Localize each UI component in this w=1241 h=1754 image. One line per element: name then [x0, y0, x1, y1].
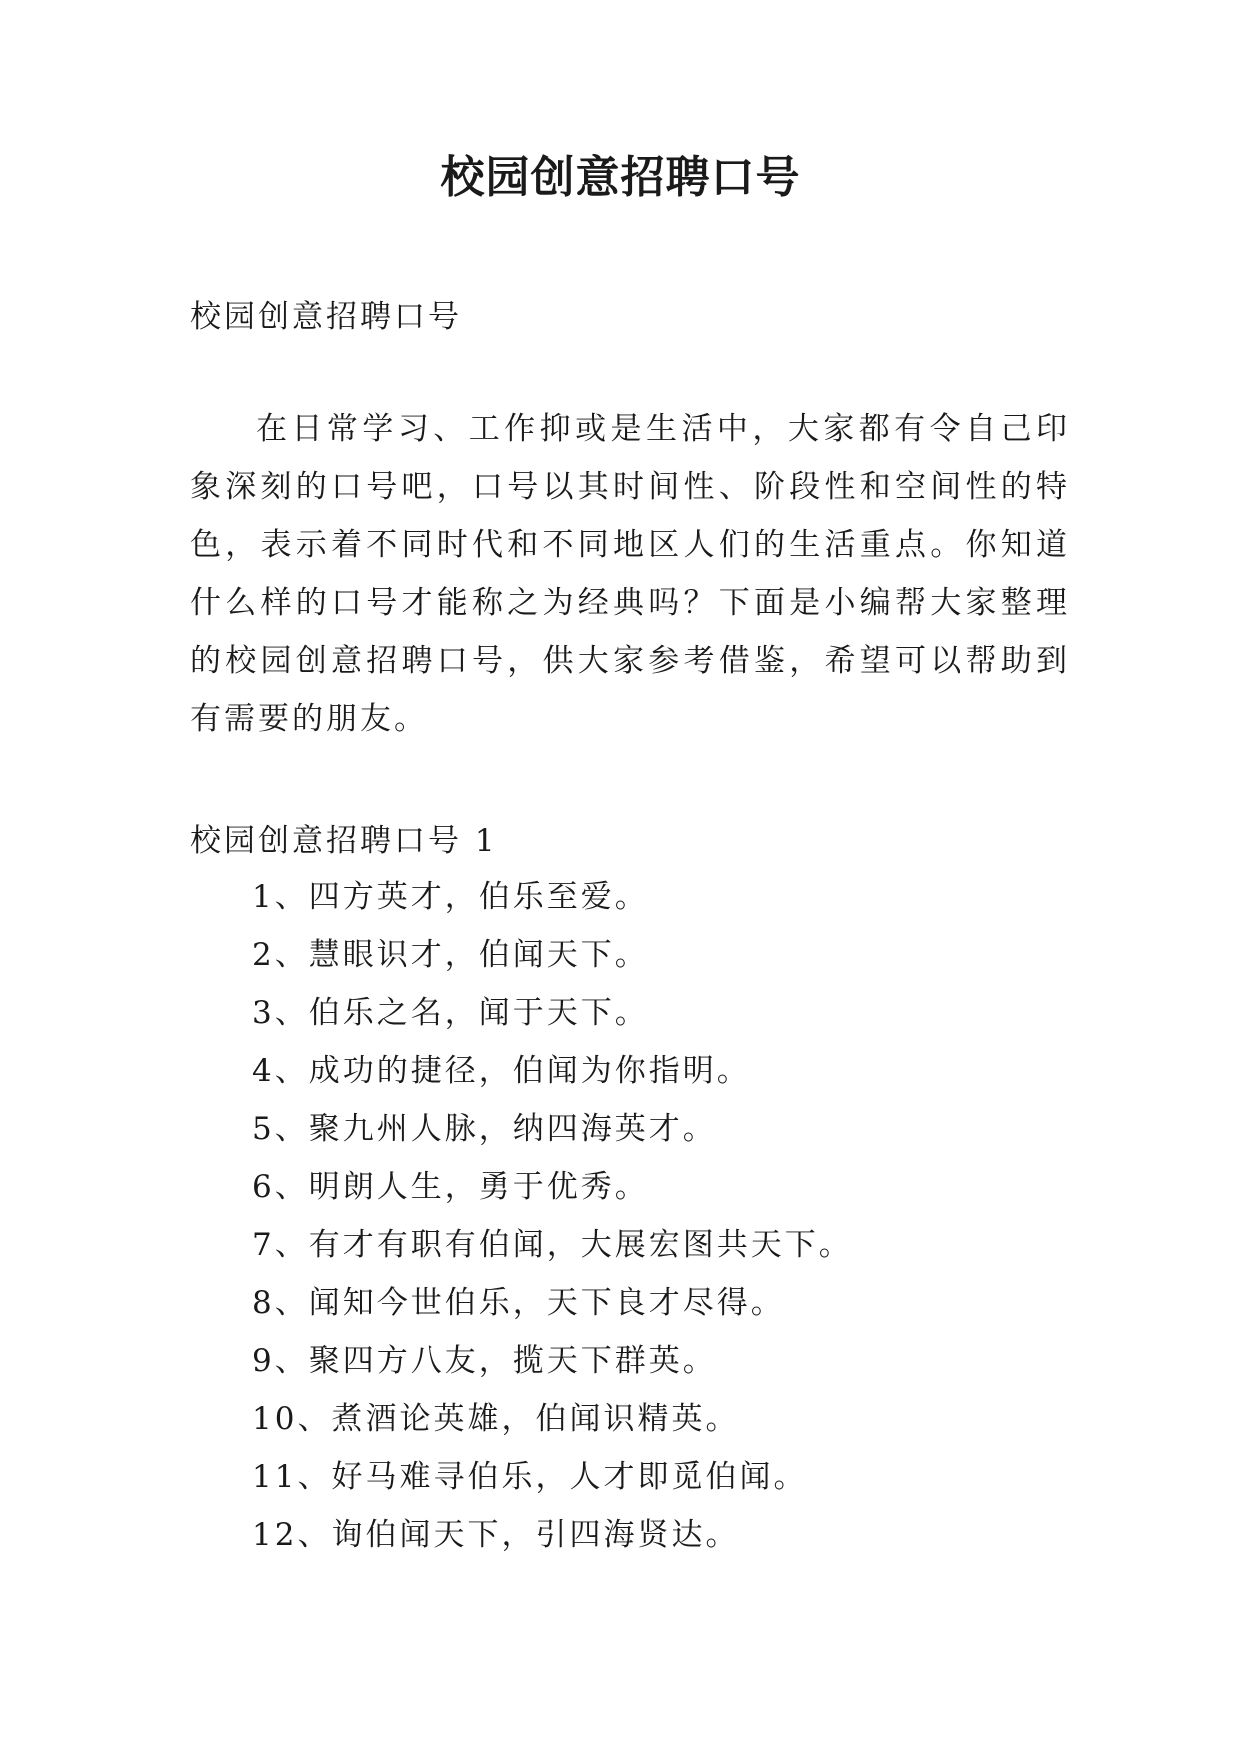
- slogan-item: 10、煮酒论英雄，伯闻识精英。: [252, 1401, 740, 1437]
- document-title: 校园创意招聘口号: [440, 152, 801, 203]
- intro-paragraph: 在日常学习、工作抑或是生活中，大家都有令自己印象深刻的口号吧，口号以其时间性、阶段性和空间性的特色，表示着不同时代和不同地区人们的生活重点。你知道什么样的口号才能称之为经典吗？下面是小编帮大家整理的校园创意招聘口号，供大家参考借鉴，希望可以帮助到有需要的朋友。: [190, 411, 1070, 737]
- slogan-item: 11、好马难寻伯乐，人才即觅伯闻。: [252, 1459, 808, 1495]
- slogan-item: 12、询伯闻天下，引四海贤达。: [252, 1517, 740, 1553]
- slogan-item: 3、伯乐之名，闻于天下。: [252, 995, 649, 1031]
- slogan-item: 2、慧眼识才，伯闻天下。: [252, 937, 649, 973]
- slogan-item: 9、聚四方八友，揽天下群英。: [252, 1343, 717, 1379]
- slogan-item: 4、成功的捷径，伯闻为你指明。: [252, 1053, 751, 1089]
- section-heading: 校园创意招聘口号 1: [190, 823, 498, 859]
- slogan-item: 8、闻知今世伯乐，天下良才尽得。: [252, 1285, 785, 1321]
- slogan-item: 6、明朗人生，勇于优秀。: [252, 1169, 649, 1205]
- slogan-item: 5、聚九州人脉，纳四海英才。: [252, 1111, 717, 1147]
- document-subtitle: 校园创意招聘口号: [190, 299, 462, 335]
- slogan-list: [252, 868, 1072, 1564]
- slogan-item: 7、有才有职有伯闻，大展宏图共天下。: [252, 1227, 853, 1263]
- slogan-item: 1、四方英才，伯乐至爱。: [252, 879, 649, 915]
